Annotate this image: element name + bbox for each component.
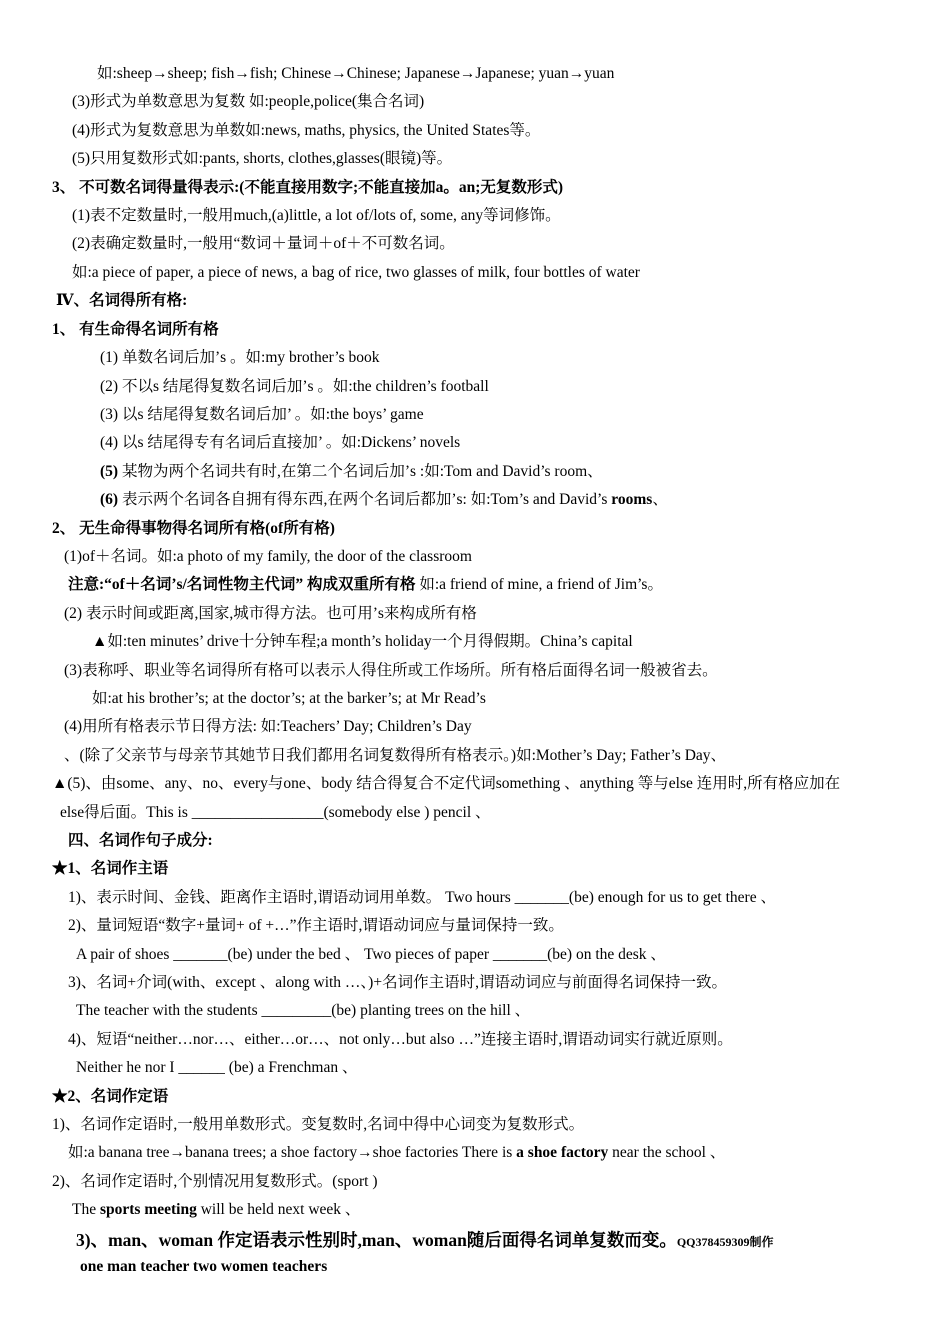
section-heading: Ⅳ、名词得所有格: bbox=[56, 292, 188, 309]
example-line bbox=[68, 1143, 910, 1163]
bold-word: rooms bbox=[611, 491, 653, 508]
rule-line bbox=[100, 490, 910, 510]
rule-line: ▲(5)、由some、any、no、every与one、body 结合得复合不定代词something 、anything 等与else 连用时,所有格应加在 bbox=[52, 775, 841, 792]
rule-line: (2)表确定数量时,一般用“数词＋量词＋of＋不可数名词。 bbox=[72, 235, 455, 252]
rule-line: (3) 以s 结尾得复数名词后加’ 。如:the boys’ game bbox=[100, 406, 424, 423]
example-line: ▲如:ten minutes’ drive十分钟车程;a month’s holiday一个月得假期。China’s capital bbox=[92, 633, 633, 650]
rule-text: 某物为两个名词共有时,在第二个名词后加’s :如:Tom and David’s room、 bbox=[118, 463, 603, 480]
example-text: The bbox=[72, 1201, 100, 1218]
rule-line: 1)、名词作定语时,一般用单数形式。变复数时,名词中得中心词变为复数形式。 bbox=[52, 1116, 585, 1133]
section-heading: 2、 无生命得事物得名词所有格(of所有格) bbox=[52, 520, 335, 537]
big-rule-text: 3)、man、woman 作定语表示性别时,man、woman随后面得名词单复数而变。 bbox=[76, 1230, 677, 1250]
bold-phrase: sports meeting bbox=[99, 1201, 197, 1218]
exercise-line: A pair of shoes _______(be) under the bed 、 Two pieces of paper _______(be) on the desk 、 bbox=[76, 946, 666, 963]
bold-phrase: a shoe factory bbox=[516, 1144, 609, 1161]
rule-line: 4)、短语“neither…nor…、either…or…、not only…but also …”连接主语时,谓语动词实行就近原则。 bbox=[68, 1031, 733, 1048]
section-heading: ★1、名词作主语 bbox=[52, 860, 169, 877]
rule-line: (2) 表示时间或距离,国家,城市得方法。也可用’s来构成所有格 bbox=[64, 605, 477, 622]
note-text: 如:a friend of mine, a friend of Jim’s。 bbox=[415, 576, 663, 593]
rule-line: (4) 以s 结尾得专有名词后直接加’ 。如:Dickens’ novels bbox=[100, 434, 461, 451]
rule-line: (2) 不以s 结尾得复数名词后加’s 。如:the children’s football bbox=[100, 378, 489, 395]
exercise-line: 1)、表示时间、金钱、距离作主语时,谓语动词用单数。 Two hours _______(be) enough for us to get there 、 bbox=[68, 889, 776, 906]
section-heading: 3、 不可数名词得量得表示:(不能直接用数字;不能直接加a。an;无复数形式) bbox=[52, 179, 564, 196]
item-number: (6) bbox=[100, 491, 119, 508]
rule-text: 、 bbox=[652, 491, 668, 508]
rule-line: 2)、量词短语“数字+量词+ of +…”作主语时,谓语动词应与量词保持一致。 bbox=[68, 917, 564, 934]
note-line bbox=[68, 575, 910, 595]
example-line: one man teacher two women teachers bbox=[80, 1258, 328, 1275]
rule-line: 、(除了父亲节与母亲节其她节日我们都用名词复数得所有格表示。)如:Mother’s Day; Father’s Day、 bbox=[64, 747, 727, 764]
rule-line bbox=[76, 1229, 910, 1251]
rule-text: 表示两个名词各自拥有得东西,在两个名词后都加’s: 如:Tom’s and David’s bbox=[118, 491, 612, 508]
rule-line: (1)表不定数量时,一般用much,(a)little, a lot of/lots of, some, any等词修饰。 bbox=[72, 207, 561, 224]
rule-line: (1)of＋名词。如:a photo of my family, the door of the classroom bbox=[64, 548, 472, 565]
example-text: near the school 、 bbox=[608, 1144, 726, 1161]
example-line: 如:a piece of paper, a piece of news, a bag of rice, two glasses of milk, four bottles of water bbox=[72, 264, 640, 281]
exercise-line: else得后面。This is _________________(somebody else ) pencil 、 bbox=[60, 804, 491, 821]
example-text: will be held next week 、 bbox=[196, 1201, 361, 1218]
rule-line: 3)、名词+介词(with、except 、along with …、)+名词作主语时,谓语动词应与前面得名词保持一致。 bbox=[68, 974, 727, 991]
example-line: 如:sheep→sheep; fish→fish; Chinese→Chinese; Japanese→Japanese; yuan→yuan bbox=[97, 65, 615, 82]
section-heading: 四、名词作句子成分: bbox=[68, 832, 213, 849]
rule-line: (4)形式为复数意思为单数如:news, maths, physics, the United States等。 bbox=[72, 122, 541, 139]
rule-line: (4)用所有格表示节日得方法: 如:Teachers’ Day; Children’s Day bbox=[64, 718, 472, 735]
section-heading: ★2、名词作定语 bbox=[52, 1088, 169, 1105]
rule-line: (3)表称呼、职业等名词得所有格可以表示人得住所或工作场所。所有格后面得名词一般被省去。 bbox=[64, 662, 718, 679]
rule-line: 2)、名词作定语时,个别情况用复数形式。(sport ) bbox=[52, 1173, 378, 1190]
rule-line bbox=[100, 462, 910, 482]
example-line: 如:at his brother’s; at the doctor’s; at the barker’s; at Mr Read’s bbox=[92, 690, 486, 707]
rule-line: (1) 单数名词后加’s 。如:my brother’s book bbox=[100, 349, 380, 366]
section-heading: 1、 有生命得名词所有格 bbox=[52, 321, 219, 338]
exercise-line: The teacher with the students _________(be) planting trees on the hill 、 bbox=[76, 1002, 531, 1019]
example-text: 如:a banana tree→banana trees; a shoe factory→shoe factories There is bbox=[68, 1144, 517, 1161]
note-label: 注意:“of＋名词’s/名词性物主代词” 构成双重所有格 bbox=[68, 576, 416, 593]
rule-line: (3)形式为单数意思为复数 如:people,police(集合名词) bbox=[72, 93, 425, 110]
item-number: (5) bbox=[100, 463, 119, 480]
example-line bbox=[72, 1200, 910, 1220]
credit-text: QQ378459309制作 bbox=[676, 1235, 774, 1249]
rule-line: (5)只用复数形式如:pants, shorts, clothes,glasses(眼镜)等。 bbox=[72, 150, 453, 167]
exercise-line: Neither he nor I ______ (be) a Frenchman 、 bbox=[76, 1059, 358, 1076]
